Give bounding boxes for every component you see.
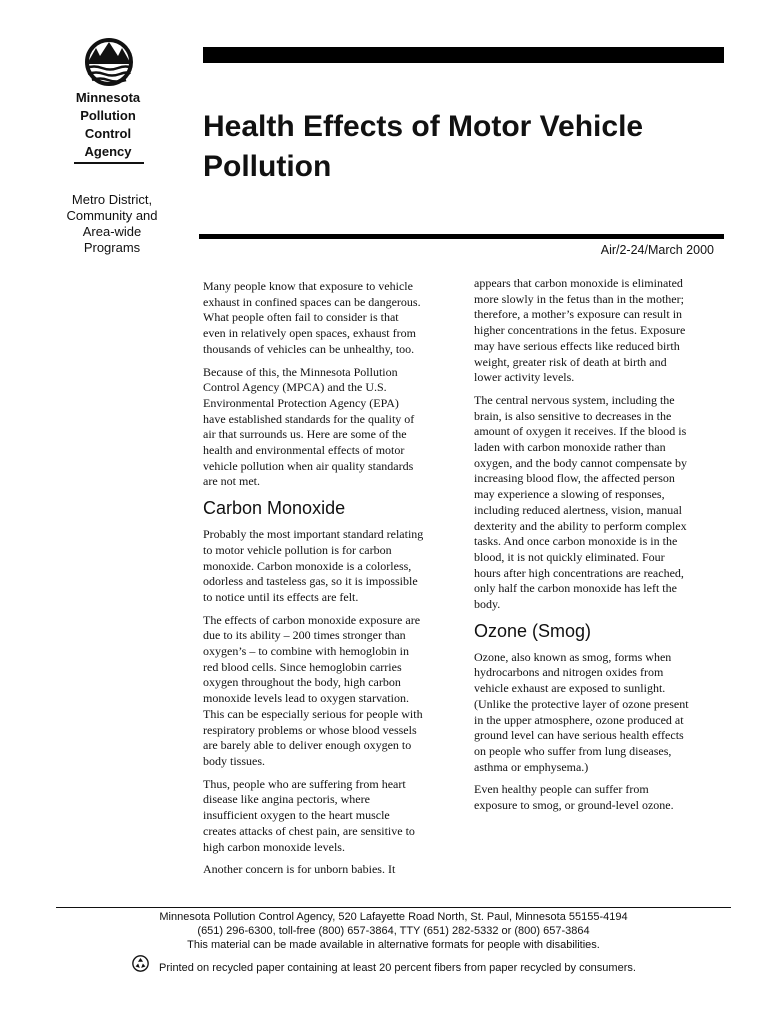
text-line: oxygen, and the body cannot compensate by xyxy=(474,455,687,470)
footer-line: (651) 296-6300, toll-free (800) 657-3864, TTY (651) 282-5332 or (800) 657-3864 xyxy=(197,925,590,937)
text-line: Ozone, also known as smog, forms when xyxy=(474,649,672,664)
section-heading-ozone: Ozone (Smog) xyxy=(474,620,592,641)
text-line: This can be especially serious for people with xyxy=(203,706,423,721)
right-column xyxy=(474,276,728,821)
header-bar xyxy=(203,47,724,63)
text-line: amount of oxygen it receives. If the blood is xyxy=(474,424,687,439)
text-line: Because of this, the Minnesota Pollution xyxy=(203,364,398,379)
text-line: higher concentrations in the fetus. Exposure xyxy=(474,323,686,338)
text-line: increasing blood flow, the affected person xyxy=(474,471,675,486)
text-line: ground level can have serious health effects xyxy=(474,728,684,743)
text-line: therefore, a mother’s exposure can result in xyxy=(474,307,683,322)
mpca-logo-icon xyxy=(74,38,144,86)
text-line: to notice until its effects are felt. xyxy=(203,589,359,604)
text-line: hours after high concentrations are reached, xyxy=(474,565,684,580)
text-line: in the upper atmosphere, ozone produced at xyxy=(474,712,684,727)
text-line: vehicle exhaust are exposed to sunlight. xyxy=(474,681,666,696)
paragraph xyxy=(203,777,451,856)
text-line: laden with carbon monoxide rather than xyxy=(474,440,666,455)
text-line: health and environmental effects of motor xyxy=(203,443,405,458)
agency-name-line: Pollution xyxy=(80,108,136,123)
text-line: What people often fail to consider is that xyxy=(203,310,399,325)
title-line: Pollution xyxy=(203,150,332,183)
footer-address xyxy=(56,910,731,952)
text-line: oxygen’s – to combine with hemoglobin in xyxy=(203,644,409,659)
text-line: insufficient oxygen to the heart muscle xyxy=(203,808,390,823)
left-column xyxy=(203,279,451,885)
text-line: The central nervous system, including the xyxy=(474,392,675,407)
program-line: Programs xyxy=(83,240,141,255)
text-line: may have serious effects like reduced birth xyxy=(474,338,680,353)
text-line: exhaust in confined spaces can be dangerous. xyxy=(203,294,421,309)
text-line: even in relatively open spaces, exhaust from xyxy=(203,326,416,341)
text-line: dexterity and the ability to perform complex xyxy=(474,518,687,533)
text-line: blood, it is not quickly eliminated. Four xyxy=(474,549,665,564)
text-line: vehicle pollution when air quality standards xyxy=(203,458,414,473)
paragraph xyxy=(474,393,728,613)
paragraph xyxy=(474,650,728,776)
recycle-icon xyxy=(132,955,149,972)
text-line: exposure to smog, or ground-level ozone. xyxy=(474,798,674,813)
title-divider xyxy=(199,234,724,239)
page-title xyxy=(203,107,733,187)
text-line: asthma or emphysema.) xyxy=(474,759,589,774)
text-line: hydrocarbons and nitrogen oxides from xyxy=(474,665,664,680)
document-id: Air/2-24/March 2000 xyxy=(600,243,714,257)
text-line: (Unlike the protective layer of ozone present xyxy=(474,696,689,711)
text-line: brain, is also sensitive to decreases in the xyxy=(474,408,672,423)
text-line: may experience a slowing of responses, xyxy=(474,487,665,502)
text-line: tasks. And once carbon monoxide is in the xyxy=(474,534,678,549)
paragraph xyxy=(203,279,451,358)
section-heading-carbon-monoxide: Carbon Monoxide xyxy=(203,498,346,519)
footer-line: Minnesota Pollution Control Agency, 520 Lafayette Road North, St. Paul, Minnesota 55155-4194 xyxy=(159,911,628,923)
footer-line: This material can be made available in alternative formats for people with disabilities. xyxy=(187,939,600,951)
text-line: thousands of vehicles can be unhealthy, too. xyxy=(203,341,415,356)
text-line: on people who suffer from lung diseases, xyxy=(474,743,672,758)
text-line: have established standards for the quality of xyxy=(203,411,415,426)
text-line: appears that carbon monoxide is eliminated xyxy=(474,276,683,290)
program-line: Metro District, xyxy=(71,192,153,207)
text-line: respiratory problems or whose blood vessels xyxy=(203,722,417,737)
agency-name-line: Control xyxy=(84,126,132,141)
text-line: The effects of carbon monoxide exposure are xyxy=(203,612,421,627)
text-line: to motor vehicle pollution is for carbon xyxy=(203,542,392,557)
text-line: only half the carbon monoxide has left the xyxy=(474,581,677,596)
text-line: monoxide levels lead to oxygen starvation. xyxy=(203,691,409,706)
text-line: oxygen throughout the body, high carbon xyxy=(203,675,401,690)
program-line: Community and xyxy=(66,208,158,223)
paragraph xyxy=(203,527,451,606)
text-line: are barely able to deliver enough oxygen to xyxy=(203,738,412,753)
program-label xyxy=(56,192,168,256)
agency-name-line: Agency xyxy=(84,144,132,159)
text-line: high carbon monoxide levels. xyxy=(203,839,345,854)
text-line: monoxide. Carbon monoxide is a colorless, xyxy=(203,558,412,573)
text-line: weight, greater risk of death at birth and xyxy=(474,354,667,369)
text-line: Environmental Protection Agency (EPA) xyxy=(203,395,399,410)
text-line: odorless and tasteless gas, so it is impossible xyxy=(203,574,418,589)
title-line: Health Effects of Motor Vehicle xyxy=(203,110,644,143)
text-line: creates attacks of chest pain, are sensitive to xyxy=(203,823,415,838)
text-line: lower activity levels. xyxy=(474,370,575,385)
text-line: Many people know that exposure to vehicle xyxy=(203,279,413,293)
text-line: Even healthy people can suffer from xyxy=(474,782,649,797)
text-line: body. xyxy=(474,597,501,612)
text-line: including reduced alertness, vision, manual xyxy=(474,502,682,517)
paragraph xyxy=(203,613,451,770)
text-line: Thus, people who are suffering from heart xyxy=(203,776,406,791)
agency-name-line: Minnesota xyxy=(75,90,141,105)
text-line: are not met. xyxy=(203,474,260,489)
footer-divider xyxy=(56,907,731,908)
recycled-paper-note: Printed on recycled paper containing at least 20 percent fibers from paper recycled by consumers. xyxy=(159,962,636,974)
text-line: more slowly in the fetus than in the mother; xyxy=(474,291,684,306)
text-line: air that surrounds us. Here are some of the xyxy=(203,427,407,442)
text-line: Control Agency (MPCA) and the U.S. xyxy=(203,380,387,395)
text-line: Probably the most important standard relating xyxy=(203,527,424,542)
paragraph xyxy=(474,276,728,386)
text-line: due to its ability – 200 times stronger than xyxy=(203,628,406,643)
agency-underline xyxy=(74,162,144,164)
program-line: Area-wide xyxy=(82,224,142,239)
text-line: body tissues. xyxy=(203,753,266,768)
text-line: red blood cells. Since hemoglobin carries xyxy=(203,659,402,674)
agency-name xyxy=(56,89,160,161)
paragraph xyxy=(474,782,728,813)
paragraph xyxy=(203,862,451,878)
paragraph xyxy=(203,365,451,491)
text-line: disease like angina pectoris, where xyxy=(203,792,370,807)
text-line: Another concern is for unborn babies. It xyxy=(203,862,396,877)
